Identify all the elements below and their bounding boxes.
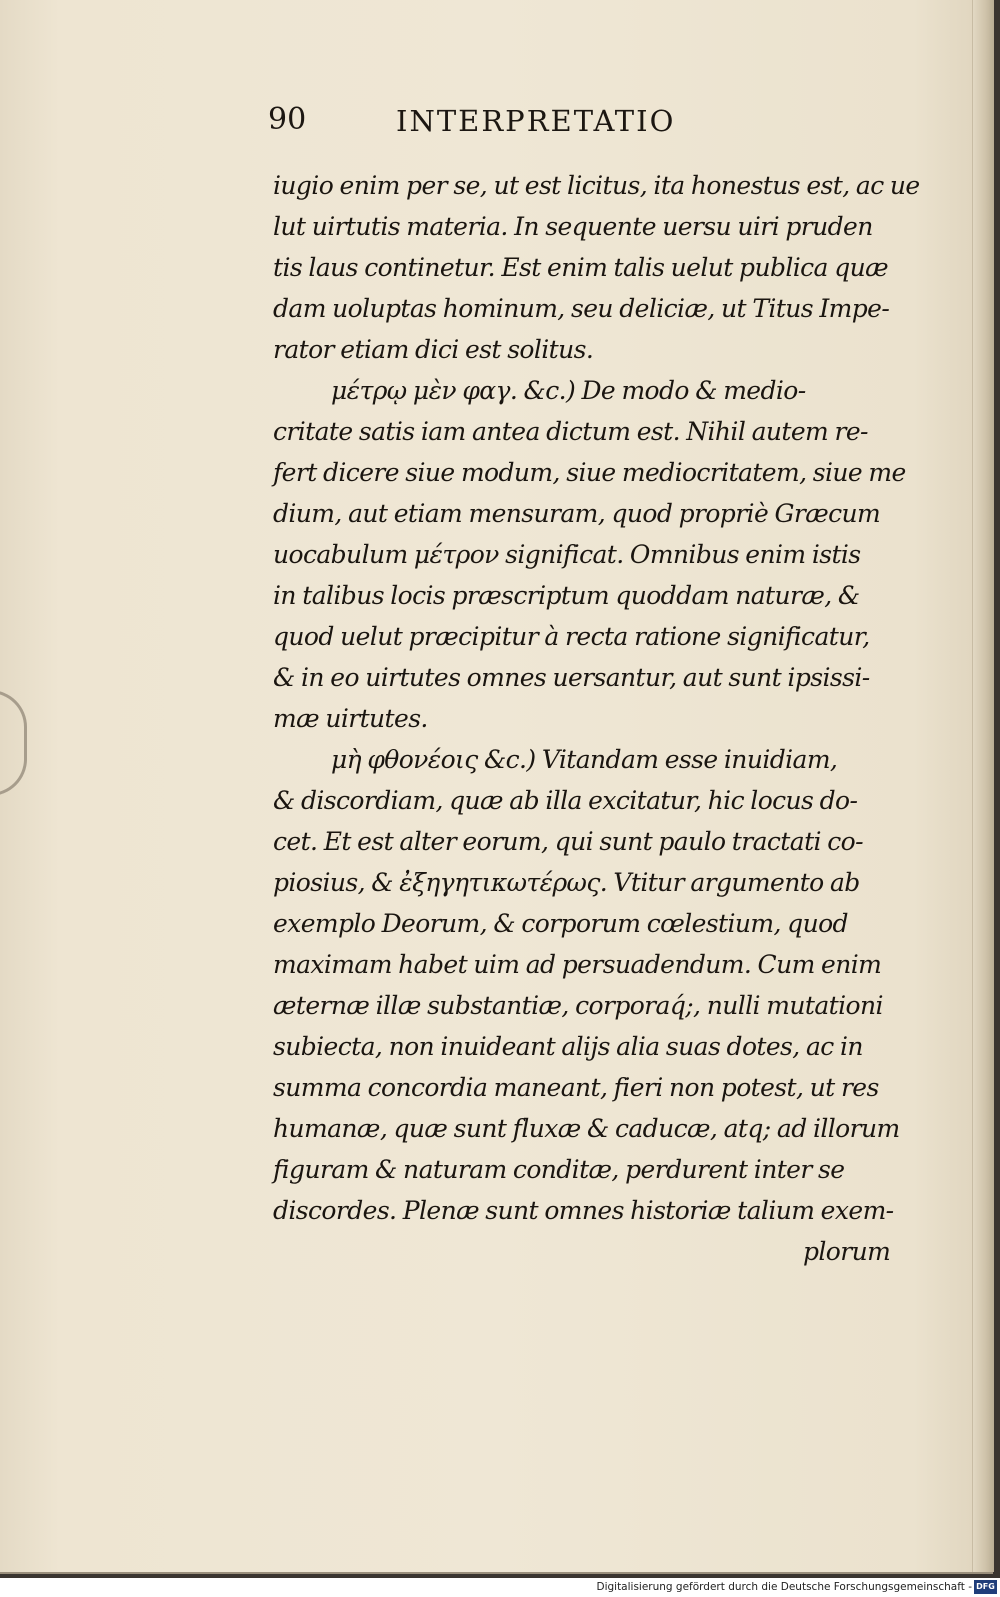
- text-line: quod uelut præcipitur à recta ratione significatur,: [273, 622, 870, 651]
- text-line: discordes. Plenæ sunt omnes historiæ talium exem-: [273, 1196, 894, 1225]
- text-line: in talibus locis præscriptum quoddam naturæ, &: [273, 581, 860, 610]
- text-line: maximam habet uim ad persuadendum. Cum enim: [273, 950, 882, 979]
- text-line: rator etiam dici est solitus.: [273, 335, 594, 364]
- text-line: dam uoluptas hominum, seu deliciæ, ut Titus Impe-: [273, 294, 890, 323]
- text-line: & in eo uirtutes omnes uersantur, aut sunt ipsissi-: [273, 663, 870, 692]
- text-line: μέτρῳ μὲν φαγ. &c.) De modo & medio-: [331, 376, 806, 405]
- binding-stitch: [0, 690, 27, 796]
- text-line: piosius, & ἐξηγητικωτέρως. Vtitur argumento ab: [273, 868, 860, 897]
- text-line: figuram & naturam conditæ, perdurent inter se: [273, 1155, 845, 1184]
- text-line: æternæ illæ substantiæ, corporaq́;, nulli mutationi: [273, 991, 883, 1020]
- text-line: subiecta, non inuideant alijs alia suas dotes, ac in: [273, 1032, 863, 1061]
- page-edge: [972, 0, 994, 1572]
- text-line: mæ uirtutes.: [273, 704, 428, 733]
- text-line: tis laus continetur. Est enim talis uelut publica quæ: [273, 253, 889, 282]
- text-line: critate satis iam antea dictum est. Nihil autem re-: [273, 417, 868, 446]
- text-line: dium, aut etiam mensuram, quod propriè Græcum: [273, 499, 881, 528]
- page-number: 90: [268, 102, 307, 137]
- text-line: exemplo Deorum, & corporum cœlestium, quod: [273, 909, 848, 938]
- text-line: lut uirtutis materia. In sequente uersu uiri pruden: [273, 212, 873, 241]
- text-line: uocabulum μέτρον significat. Omnibus enim istis: [273, 540, 861, 569]
- body-text: [273, 165, 920, 1272]
- text-line: fert dicere siue modum, siue mediocritatem, siue me: [273, 458, 906, 487]
- text-line: μὴ φθονέοις &c.) Vitandam esse inuidiam,: [331, 745, 838, 774]
- page-header: [268, 100, 738, 144]
- text-line: & discordiam, quæ ab illa excitatur, hic locus do-: [273, 786, 858, 815]
- funding-credit: Digitalisierung gefördert durch die Deutsche Forschungsgemeinschaft -: [596, 1581, 972, 1593]
- text-line: humanæ, quæ sunt fluxæ & caducæ, atq; ad illorum: [273, 1114, 900, 1143]
- text-line: cet. Et est alter eorum, qui sunt paulo tractati co-: [273, 827, 863, 856]
- text-line: summa concordia maneant, fieri non potest, ut res: [273, 1073, 879, 1102]
- running-head: INTERPRETATIO: [396, 104, 676, 138]
- catchword: plorum: [803, 1237, 891, 1266]
- dfg-logo: DFG: [974, 1580, 997, 1594]
- text-line: iugio enim per se, ut est licitus, ita honestus est, ac ue: [273, 171, 920, 200]
- digitization-footer: [0, 1578, 1000, 1597]
